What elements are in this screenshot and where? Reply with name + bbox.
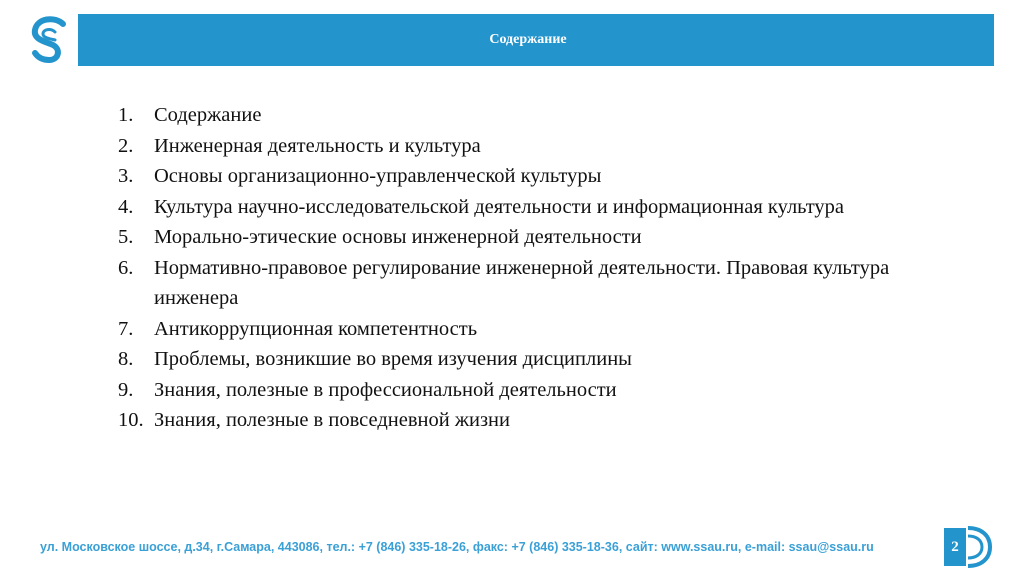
list-item — [118, 314, 938, 345]
list-item-number: 1. — [118, 104, 134, 126]
list-item-text: Морально-этические основы инженерной деятельности — [154, 226, 642, 248]
list-item-number: 8. — [118, 348, 134, 370]
list-item — [118, 192, 938, 223]
list-item-number: 3. — [118, 165, 134, 187]
list-item-number: 10. — [118, 409, 144, 431]
list-item — [118, 161, 938, 192]
ssau-logo-icon — [25, 12, 75, 68]
slide-title: Содержание — [489, 32, 567, 47]
list-item-number: 7. — [118, 317, 134, 340]
list-item-text: Инженерная деятельность и культура — [154, 134, 481, 157]
list-item — [118, 253, 938, 314]
list-item-number: 2. — [118, 134, 134, 157]
list-item-text: Антикоррупционная компетентность — [154, 317, 478, 340]
list-item — [118, 344, 938, 375]
list-item-number: 6. — [118, 256, 134, 279]
list-item-text: Знания, полезные в повседневной жизни — [154, 409, 510, 431]
list-item — [118, 131, 938, 162]
ssau-d-mark-icon — [966, 524, 992, 570]
list-item — [118, 405, 938, 436]
list-item-number: 4. — [118, 195, 134, 218]
list-item-text: Содержание — [154, 104, 262, 126]
list-item-text: Нормативно-правовое регулирование инженерной деятельности. Правовая культура инженера — [154, 256, 890, 309]
list-item — [118, 222, 938, 253]
table-of-contents — [118, 100, 938, 436]
list-item-text: Знания, полезные в профессиональной деятельности — [154, 378, 617, 401]
list-item-text: Основы организационно-управленческой культуры — [154, 165, 602, 187]
list-item — [118, 375, 938, 406]
list-item — [118, 100, 938, 131]
list-item-number: 9. — [118, 378, 134, 401]
footer-contact: ул. Московское шоссе, д.34, г.Самара, 443086, тел.: +7 (846) 335-18-26, факс: +7 (846) 335-18-36, сайт: www.ssau.ru, e-mail: ssau@ssau.ru — [40, 540, 874, 554]
header-bar — [22, 14, 994, 66]
list-item-text: Проблемы, возникшие во время изучения дисциплины — [154, 348, 632, 370]
page-number: 2 — [944, 528, 966, 566]
list-item-text: Культура научно-исследовательской деятельности и информационная культура — [154, 195, 845, 218]
list-item-number: 5. — [118, 226, 134, 248]
logo-container — [22, 14, 78, 66]
